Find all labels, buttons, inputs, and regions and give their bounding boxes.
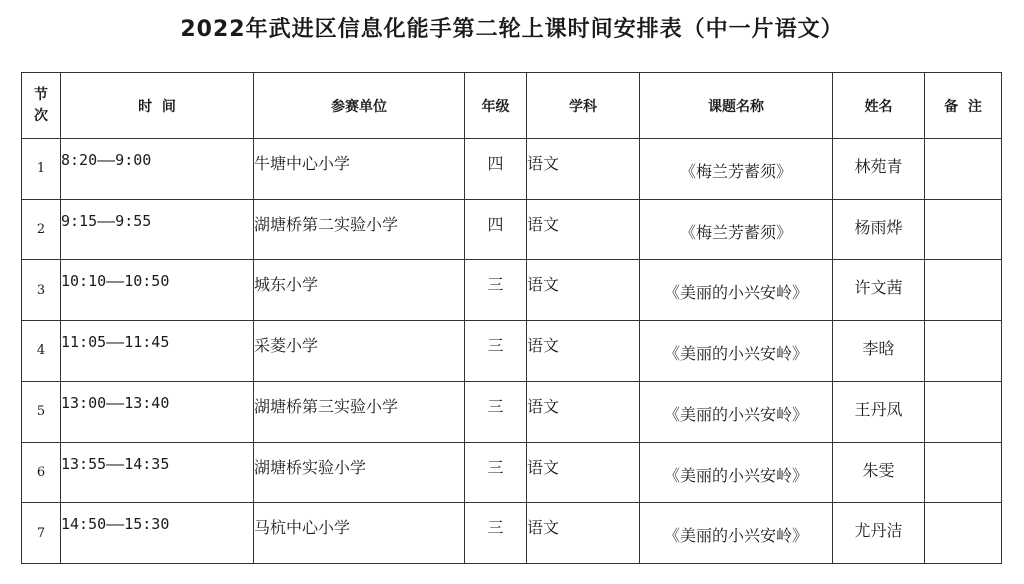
- cell-subject-text: 语文: [527, 518, 560, 538]
- cell-remarks: [925, 260, 1002, 321]
- cell-subject: [527, 139, 640, 200]
- cell-remarks-text: [925, 503, 1001, 515]
- cell-time-text: 9:15——9:55: [61, 211, 152, 230]
- cell-subject: [527, 503, 640, 564]
- cell-time-text: 8:20——9:00: [61, 151, 152, 169]
- cell-topic-text: 《美丽的小兴安岭》: [663, 283, 808, 303]
- cell-seq: 4: [22, 321, 61, 382]
- document-title: 2022年武进区信息化能手第二轮上课时间安排表（中一片语文）: [180, 17, 844, 42]
- cell-remarks-text: [925, 139, 1001, 151]
- cell-unit: [254, 139, 465, 200]
- table-row: [22, 503, 1002, 564]
- cell-time-text: 14:50——15:30: [61, 515, 170, 534]
- header-topic: 课题名称: [640, 73, 833, 139]
- cell-subject: [527, 442, 640, 503]
- cell-grade-text: 三: [487, 275, 504, 295]
- cell-grade-text: 三: [487, 518, 504, 538]
- cell-seq: 3: [22, 260, 61, 321]
- header-unit: 参赛单位: [254, 73, 465, 139]
- cell-seq: 1: [22, 139, 61, 200]
- cell-unit-text: 马杭中心小学: [254, 518, 351, 538]
- cell-time-text: 13:55——14:35: [61, 454, 170, 473]
- cell-grade-text: 三: [487, 336, 504, 356]
- header-subject: 学科: [527, 73, 640, 139]
- cell-topic-text: 《梅兰芳蓄须》: [679, 222, 792, 242]
- cell-subject: [527, 260, 640, 321]
- cell-subject-text: 语文: [527, 275, 560, 295]
- cell-name-text: 许文茜: [854, 278, 903, 298]
- cell-name: [833, 503, 925, 564]
- table-row: [22, 260, 1002, 321]
- cell-name: [833, 442, 925, 503]
- cell-topic: [640, 503, 833, 564]
- cell-name: [833, 381, 925, 442]
- cell-remarks-text: [925, 260, 1001, 272]
- cell-grade-text: 三: [487, 457, 504, 477]
- cell-time: [61, 260, 254, 321]
- cell-time: [61, 199, 254, 260]
- table-row: [22, 199, 1002, 260]
- cell-topic: [640, 260, 833, 321]
- cell-grade-text: 四: [487, 214, 504, 234]
- table-row: [22, 381, 1002, 442]
- cell-topic: [640, 442, 833, 503]
- cell-time: [61, 139, 254, 200]
- table-row: [22, 442, 1002, 503]
- header-remarks: 备 注: [925, 73, 1002, 139]
- cell-topic-text: 《美丽的小兴安岭》: [663, 344, 808, 364]
- cell-name: [833, 321, 925, 382]
- cell-unit: [254, 442, 465, 503]
- cell-grade-text: 三: [487, 396, 504, 416]
- cell-subject-text: 语文: [527, 214, 560, 234]
- cell-remarks-text: [925, 321, 1001, 333]
- cell-subject: [527, 321, 640, 382]
- schedule-table: [21, 72, 1002, 564]
- cell-subject-text: 语文: [527, 336, 560, 356]
- cell-topic-text: 《美丽的小兴安岭》: [663, 526, 808, 546]
- cell-remarks-text: [925, 443, 1001, 455]
- header-seq-line1: 节: [34, 86, 48, 103]
- cell-subject-text: 语文: [527, 396, 560, 416]
- cell-name-text: 林苑青: [854, 157, 903, 176]
- cell-topic-text: 《梅兰芳蓄须》: [679, 162, 792, 181]
- cell-remarks: [925, 442, 1002, 503]
- cell-seq: 6: [22, 442, 61, 503]
- cell-grade: [465, 199, 527, 260]
- cell-unit-text: 湖塘桥第三实验小学: [254, 396, 399, 416]
- cell-topic: [640, 139, 833, 200]
- cell-unit: [254, 381, 465, 442]
- cell-remarks: [925, 139, 1002, 200]
- cell-name: [833, 260, 925, 321]
- cell-unit-text: 湖塘桥第二实验小学: [254, 214, 399, 234]
- cell-subject-text: 语文: [527, 154, 560, 173]
- cell-unit-text: 采菱小学: [254, 336, 319, 356]
- cell-time-text: 13:00——13:40: [61, 393, 170, 412]
- table-row: [22, 321, 1002, 382]
- cell-unit: [254, 321, 465, 382]
- cell-topic: [640, 321, 833, 382]
- header-row: [22, 73, 1002, 139]
- cell-remarks: [925, 321, 1002, 382]
- cell-unit: [254, 260, 465, 321]
- cell-topic-text: 《美丽的小兴安岭》: [663, 404, 808, 424]
- cell-grade: [465, 139, 527, 200]
- cell-seq: 7: [22, 503, 61, 564]
- cell-remarks-text: [925, 382, 1001, 394]
- cell-remarks: [925, 199, 1002, 260]
- cell-topic-text: 《美丽的小兴安岭》: [663, 465, 808, 485]
- cell-grade: [465, 260, 527, 321]
- cell-unit-text: 湖塘桥实验小学: [254, 457, 367, 477]
- cell-subject: [527, 199, 640, 260]
- cell-seq: 5: [22, 381, 61, 442]
- cell-unit-text: 城东小学: [254, 275, 319, 295]
- cell-remarks: [925, 381, 1002, 442]
- cell-time-text: 10:10——10:50: [61, 272, 170, 291]
- cell-grade-text: 四: [487, 154, 504, 173]
- cell-remarks: [925, 503, 1002, 564]
- cell-unit: [254, 503, 465, 564]
- cell-time-text: 11:05——11:45: [61, 333, 170, 352]
- header-name: 姓名: [833, 73, 925, 139]
- cell-unit: [254, 199, 465, 260]
- header-seq: [22, 73, 61, 139]
- header-grade: 年级: [465, 73, 527, 139]
- cell-topic: [640, 199, 833, 260]
- cell-remarks-text: [925, 200, 1001, 212]
- cell-grade: [465, 442, 527, 503]
- table-row: [22, 139, 1002, 200]
- cell-subject-text: 语文: [527, 457, 560, 477]
- cell-name-text: 朱雯: [862, 460, 895, 480]
- cell-unit-text: 牛塘中心小学: [254, 154, 351, 173]
- cell-name: [833, 139, 925, 200]
- cell-time: [61, 381, 254, 442]
- header-seq-line2: 次: [34, 107, 48, 124]
- cell-name: [833, 199, 925, 260]
- cell-subject: [527, 381, 640, 442]
- cell-topic: [640, 381, 833, 442]
- cell-time: [61, 442, 254, 503]
- cell-name-text: 尤丹洁: [854, 521, 903, 541]
- cell-grade: [465, 381, 527, 442]
- cell-time: [61, 503, 254, 564]
- cell-name-text: 王丹凤: [854, 399, 903, 419]
- cell-name-text: 李晗: [862, 339, 895, 359]
- cell-grade: [465, 321, 527, 382]
- header-time: 时 间: [61, 73, 254, 139]
- cell-time: [61, 321, 254, 382]
- cell-name-text: 杨雨烨: [854, 217, 903, 237]
- cell-grade: [465, 503, 527, 564]
- cell-seq: 2: [22, 199, 61, 260]
